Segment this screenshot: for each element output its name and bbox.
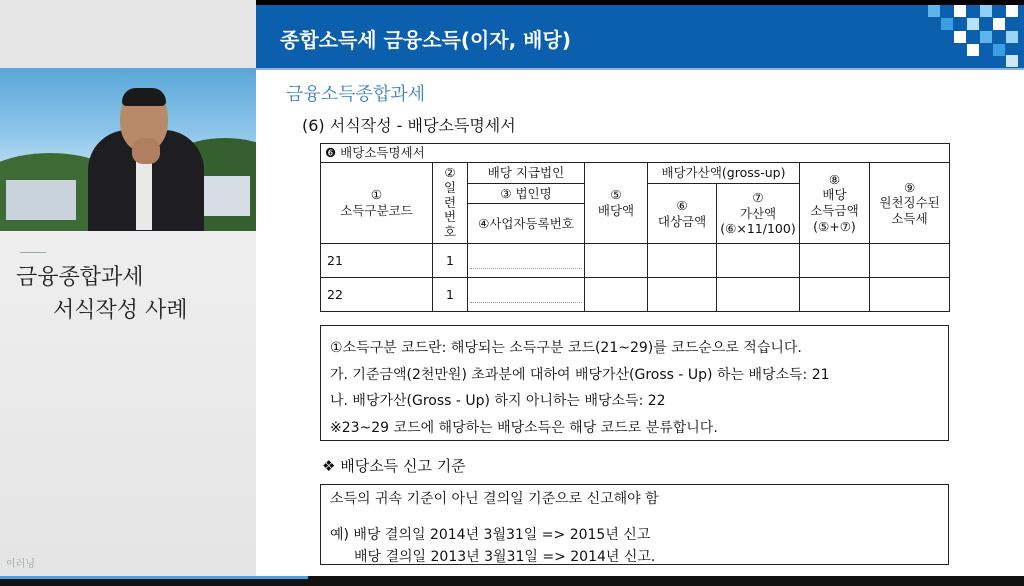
left-panel (0, 0, 256, 586)
row-target-amount-cell (648, 244, 717, 278)
slide-subtitle: 금융소득종합과세 (286, 84, 426, 105)
criteria-heading: ❖ 배당소득 신고 기준 (322, 457, 466, 475)
row-added-amount-cell (717, 278, 800, 312)
lesson-title-line1: 금융종합과세 (16, 265, 144, 290)
header-payer-corporation: 배당 지급법인 (468, 163, 585, 184)
table-row (321, 278, 950, 312)
row-withheld-tax-cell (870, 278, 950, 312)
player-progress-fill (0, 576, 308, 579)
section-heading: (6) 서식작성 - 배당소득명세서 (302, 116, 516, 135)
lesson-title-line2: 서식작성 사례 (53, 298, 188, 323)
row-corporation-cell (468, 278, 585, 312)
header-corporation-name: ③ 법인명 (468, 184, 585, 204)
criteria-example: 예) 배당 결의일 2014년 3월31일 => 2015년 신고 (330, 527, 651, 543)
slide-header (256, 5, 1024, 68)
note-line: ※23~29 코드에 해당하는 배당소득은 해당 코드로 분류합니다. (330, 419, 718, 436)
dividend-statement-table (320, 143, 950, 312)
header-withheld-tax: ⑨ 원천징수된 소득세 (870, 163, 950, 244)
header-dividend-income: ⑧ 배당 소득금액 (⑤+⑦) (800, 163, 870, 244)
row-dividend-amount-cell (585, 278, 648, 312)
row-dividend-income-cell (800, 278, 870, 312)
row-income-code: 21 (321, 244, 433, 278)
header-decoration-mosaic (928, 5, 1020, 68)
row-corporation-cell (468, 244, 585, 278)
reporting-criteria-box (320, 484, 949, 565)
provider-logo: 이러닝 (6, 559, 35, 570)
header-dividend-amount: ⑤ 배당액 (585, 163, 648, 244)
section-divider (20, 252, 46, 253)
row-withheld-tax-cell (870, 244, 950, 278)
criteria-line: 소득의 귀속 기준이 아닌 결의일 기준으로 신고해야 함 (330, 491, 659, 507)
header-added-amount: ⑦ 가산액 (⑥×11/100) (717, 184, 800, 244)
header-income-code: ① 소득구분코드 (321, 163, 433, 244)
row-added-amount-cell (717, 244, 800, 278)
income-code-notes (320, 325, 949, 441)
row-income-code: 22 (321, 278, 433, 312)
table-caption: ❻ 배당소득명세서 (321, 144, 950, 163)
note-line: 가. 기준금액(2천만원) 초과분에 대하여 배당가산(Gross - Up) 하는 배당소득: 21 (330, 366, 830, 383)
header-business-registration-number: ④사업자등록번호 (468, 204, 585, 244)
lecturer-webcam-video (0, 68, 256, 231)
note-line: ①소득구분 코드란: 해당되는 소득구분 코드(21~29)를 코드순으로 적습니다. (330, 340, 802, 356)
criteria-example: 배당 결의일 2013년 3월31일 => 2014년 신고. (354, 549, 656, 565)
row-target-amount-cell (648, 278, 717, 312)
header-underline (256, 68, 1024, 70)
note-line: 나. 배당가산(Gross - Up) 하지 아니하는 배당소득: 22 (330, 393, 666, 409)
header-serial-number: ② 일 련 번 호 (433, 163, 468, 244)
header-target-amount: ⑥ 대상금액 (648, 184, 717, 244)
row-dividend-income-cell (800, 244, 870, 278)
header-grossup: 배당가산액(gross-up) (648, 163, 800, 184)
slide-header-title: 종합소득세 금융소득(이자, 배당) (280, 28, 571, 52)
table-row (321, 244, 950, 278)
dividend-statement-form (320, 143, 949, 312)
row-dividend-amount-cell (585, 244, 648, 278)
row-serial: 1 (433, 244, 468, 278)
top-left-strip (0, 0, 256, 68)
row-serial: 1 (433, 278, 468, 312)
